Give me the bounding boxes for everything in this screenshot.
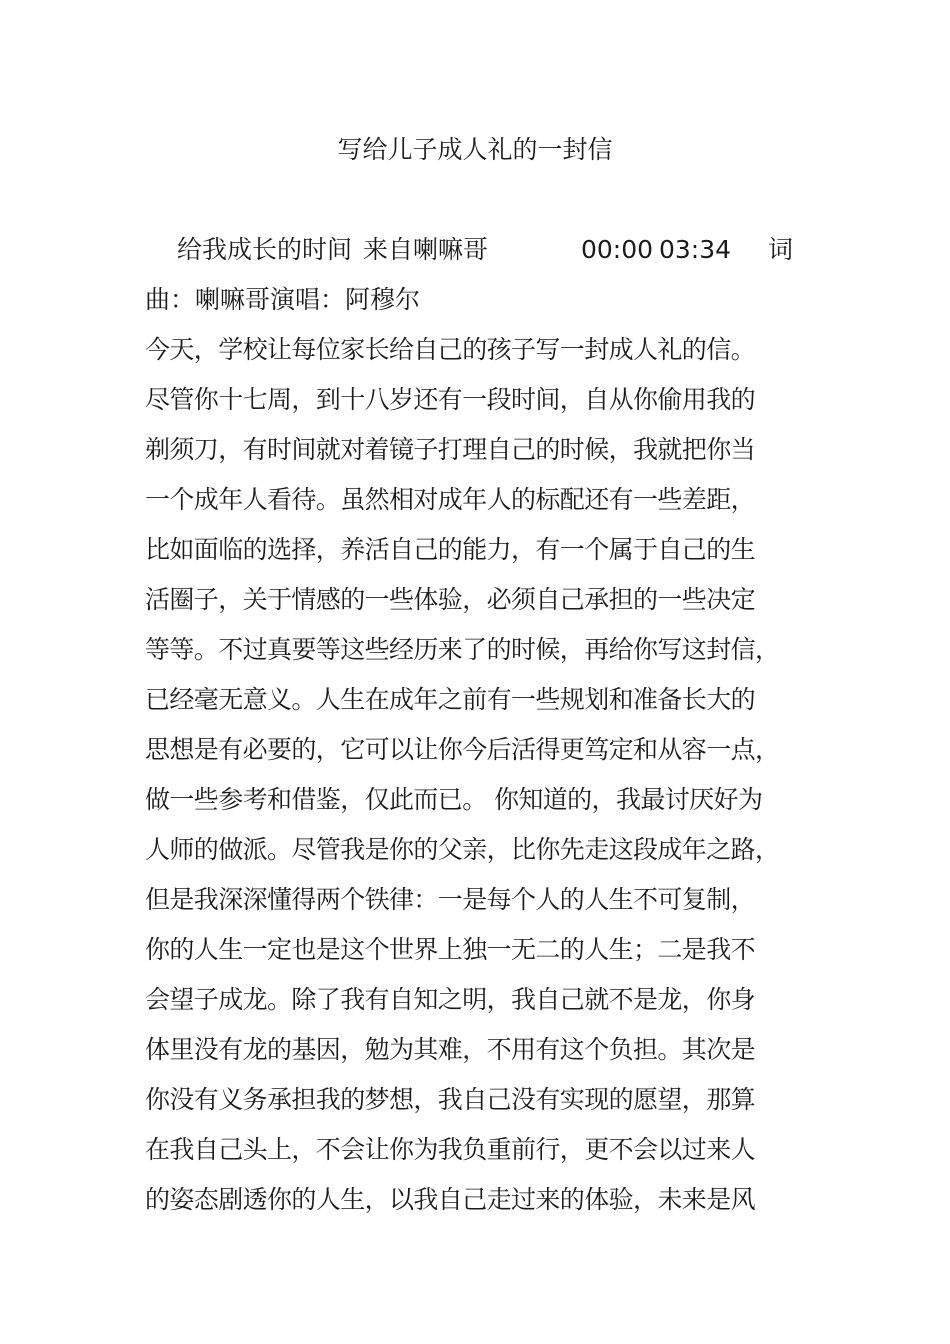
body-line: 已经毫无意义。人生在成年之前有一些规划和准备长大的 [145,685,756,714]
body-line: 比如面临的选择，养活自己的能力，有一个属于自己的生 [145,535,756,564]
time-end: 03:34 [659,235,732,264]
body-line: 人师的做派。尽管我是你的父亲，比你先走这段成年之路， [145,835,780,864]
song-title: 给我成长的时间 [177,235,353,264]
time-start: 00:00 [581,235,654,264]
body-line: 你的人生一定也是这个世界上独一无二的人生；二是我不 [145,935,756,964]
body-line: 在我自己头上，不会让你为我负重前行，更不会以过来人 [145,1135,756,1164]
body-line: 但是我深深懂得两个铁律：一是每个人的人生不可复制， [145,885,756,914]
document-title: 写给儿子成人礼的一封信 [337,135,613,164]
body-line: 思想是有必要的，它可以让你今后活得更笃定和从容一点， [145,735,780,764]
body-line: 等等。不过真要等这些经历来了的时候，再给你写这封信， [145,635,780,664]
body-line: 活圈子，关于情感的一些体验，必须自己承担的一些决定 [145,585,756,614]
song-source: 来自喇嘛哥 [363,235,489,264]
credits-line: 曲：喇嘛哥演唱：阿穆尔 [145,285,421,314]
body-line: 做一些参考和借鉴，仅此而已。 你知道的，我最讨厌好为 [145,785,763,814]
body-line: 一个成年人看待。虽然相对成年人的标配还有一些差距， [145,485,756,514]
music-info-line [145,230,805,270]
body-line: 体里没有龙的基因，勉为其难，不用有这个负担。其次是 [145,1035,756,1064]
body-line: 今天，学校让每位家长给自己的孩子写一封成人礼的信。 [145,335,756,364]
body-line: 尽管你十七周，到十八岁还有一段时间，自从你偷用我的 [145,385,756,414]
body-line: 你没有义务承担我的梦想，我自己没有实现的愿望，那算 [145,1085,756,1114]
body-line: 的姿态剧透你的人生，以我自己走过来的体验，未来是风 [145,1185,756,1214]
body-line: 剃须刀，有时间就对着镜子打理自己的时候，我就把你当 [145,435,756,464]
letter-body [145,330,825,1230]
body-line: 会望子成龙。除了我有自知之明，我自己就不是龙，你身 [145,985,756,1014]
credits-label-start: 词 [768,235,794,264]
